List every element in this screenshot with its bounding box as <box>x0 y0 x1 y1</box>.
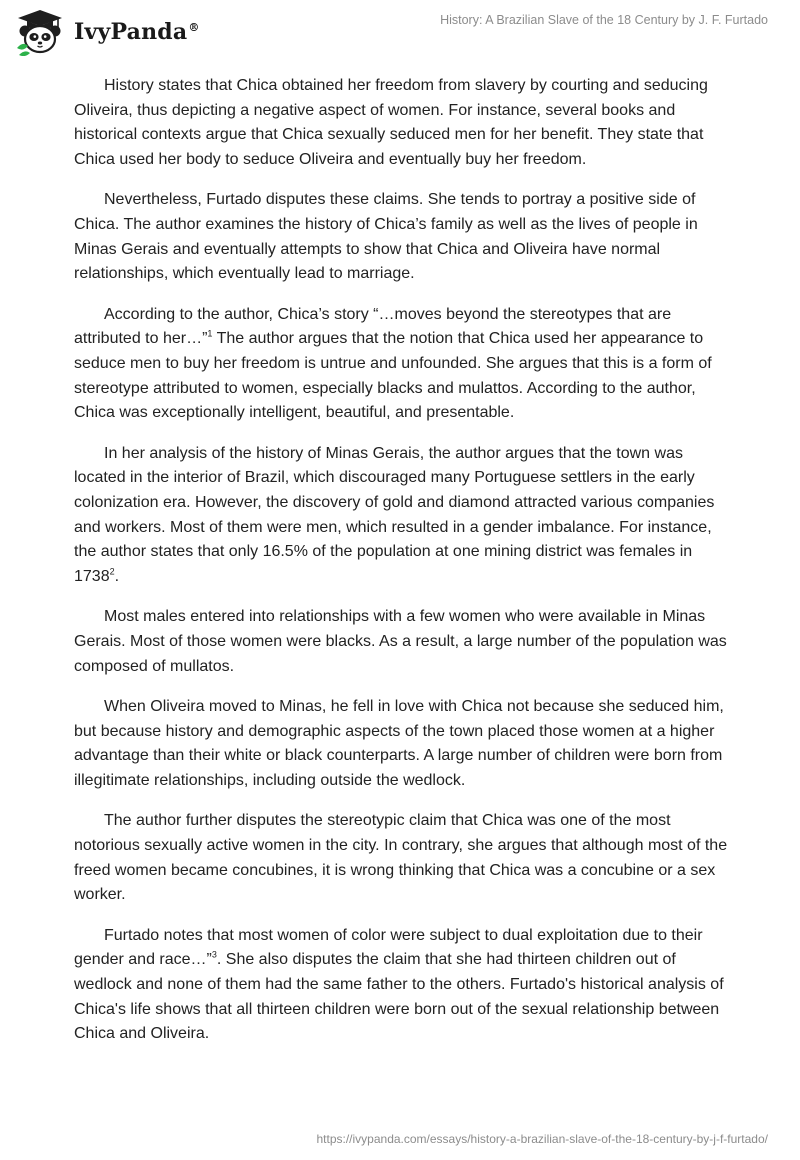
panda-graduate-icon <box>14 8 66 56</box>
paragraph-8: Furtado notes that most women of color were subject to dual exploitation due to their gender and race…”$^3$. She also disputes the claim that she had thirteen children out of wedlock and none of them had the same father to the others. Furtado's historical analysis of Chica's life shows that all thirteen children were born out of the sexual relationship between Chica and Oliveira. <box>74 926 724 1043</box>
paragraph-1: History states that Chica obtained her freedom from slavery by courting and seducing Oliveira, thus depicting a negative aspect of women. For instance, several books and historical contexts argue that Chica sexually seduced men for her benefit. They state that Chica used her body to seduce Oliveira and eventually buy her freedom. <box>74 77 708 169</box>
registered-mark: ® <box>188 20 200 34</box>
essay-body <box>74 74 734 1063</box>
document-title: History: A Brazilian Slave of the 18 Century by J. F. Furtado <box>440 13 768 27</box>
paragraph-6: When Oliveira moved to Minas, he fell in love with Chica not because she seduced him, but because history and demographic aspects of the town placed those women at a higher advantage than their white or black counterparts. A large number of children were born from illegitimate relationships, including outside the wedlock. <box>74 697 724 790</box>
source-url-link[interactable]: https://ivypanda.com/essays/history-a-brazilian-slave-of-the-18-century-by-j-f-furtado/ <box>316 1132 768 1146</box>
paragraph-7: The author further disputes the stereotypic claim that Chica was one of the most notorious sexually active women in the city. In contrary, she argues that although most of the freed women became concubines, it is wrong thinking that Chica was a concubine or a sex worker. <box>74 812 728 904</box>
footnote-ref-3[interactable]: 3 <box>211 949 217 960</box>
brand-logo[interactable] <box>14 8 200 56</box>
paragraph-3: According to the author, Chica’s story “…moves beyond the stereotypes that are attributed to her…”$^1$ The author argues that the notion that Chica used her appearance to seduce men to buy her freedom is untrue and unfounded. She argues that this is a form of stereotype attributed to women, especially blacks and mulattos. According to the author, Chica was exceptionally intelligent, beautiful, and presentable. <box>74 305 712 422</box>
footnote-ref-2[interactable]: 2 <box>109 566 115 577</box>
brand-name: IvyPanda® <box>74 19 200 45</box>
paragraph-5: Most males entered into relationships with a few women who were available in Minas Gerais. Most of those women were blacks. As a result, a large number of the population was composed of mullatos. <box>74 608 727 675</box>
page-header <box>0 0 800 64</box>
paragraph-4: In her analysis of the history of Minas Gerais, the author argues that the town was located in the interior of Brazil, which discouraged many Portuguese settlers in the early colonization era. However, the discovery of gold and diamond attracted various companies and workers. Most of them were men, which resulted in a gender imbalance. For instance, the author states that only 16.5% of the population at one mining district was females in 1738$^2$. <box>74 444 715 586</box>
paragraph-2: Nevertheless, Furtado disputes these claims. She tends to portray a positive side of Chica. The author examines the history of Chica’s family as well as the lives of people in Minas Gerais and eventually attempts to show that Chica and Oliveira have normal relationships, which eventually lead to marriage. <box>74 191 698 283</box>
footnote-ref-1[interactable]: 1 <box>207 329 213 339</box>
